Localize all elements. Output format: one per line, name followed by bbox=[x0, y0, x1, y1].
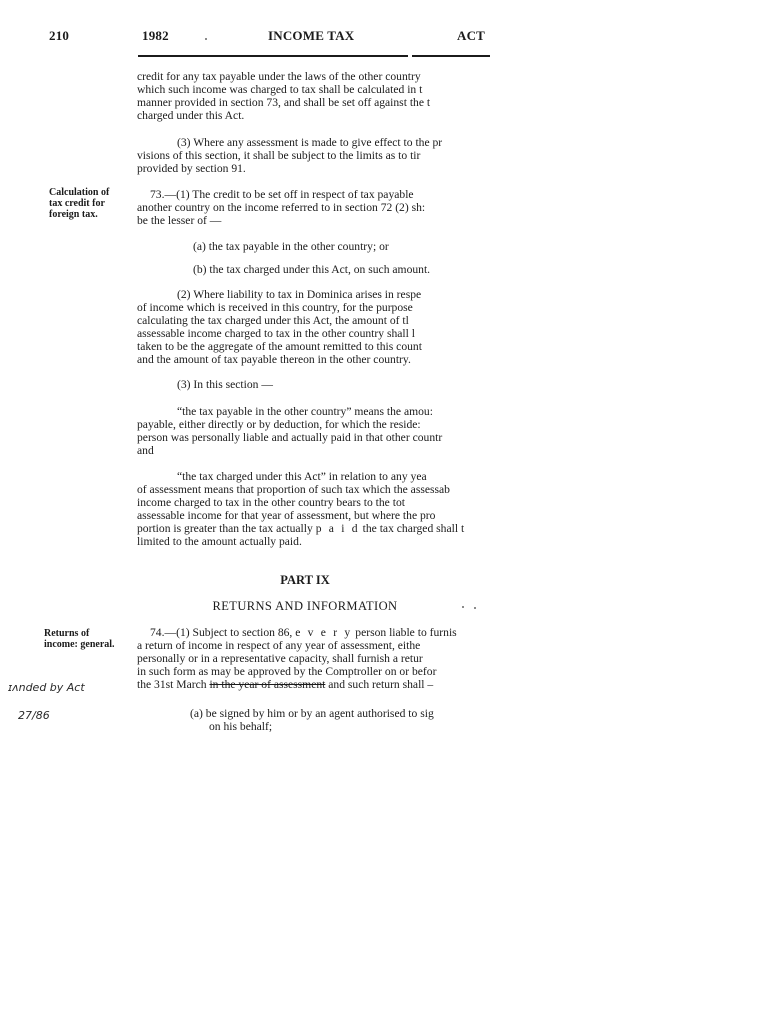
text-fragment: portion is greater than the tax actually bbox=[137, 522, 313, 535]
definition-line: “the tax charged under this Act” in relation to any yea bbox=[177, 470, 427, 483]
scan-speck bbox=[474, 607, 476, 609]
list-item: (a) the tax payable in the other country; or bbox=[193, 240, 389, 253]
text-line: (3) Where any assessment is made to give effect to the pr bbox=[177, 136, 443, 149]
text-line: provided by section 91. bbox=[137, 162, 246, 175]
text-line: a return of income in respect of any year of assessment, eithe bbox=[137, 639, 421, 652]
text-line: payable, either directly or by deduction, for which the reside: bbox=[137, 418, 421, 431]
header-rule-right bbox=[412, 55, 490, 57]
part-title: PART IX bbox=[280, 573, 330, 587]
struck-text: in the year of assessment bbox=[209, 678, 326, 691]
text-line: taken to be the aggregate of the amount remitted to this count bbox=[137, 340, 422, 353]
text-line: on his behalf; bbox=[209, 720, 273, 733]
list-item: (a) be signed by him or by an agent authorised to sig bbox=[190, 707, 434, 720]
text-line: manner provided in section 73, and shall be set off against the t bbox=[137, 96, 431, 109]
text-line: person was personally liable and actually paid in that other countr bbox=[137, 431, 443, 444]
text-line: assessable income for that year of assessment, but where the pro bbox=[137, 509, 436, 522]
text-line: be the lesser of — bbox=[137, 214, 222, 227]
scan-speck bbox=[462, 606, 464, 608]
text-line: which such income was charged to tax shall be calculated in t bbox=[137, 83, 423, 96]
text-line: and the amount of tax payable thereon in the other country. bbox=[137, 353, 411, 366]
header-year: 1982 bbox=[142, 28, 169, 43]
text-fragment: and such return shall – bbox=[325, 678, 434, 691]
section-74-heading bbox=[150, 627, 457, 639]
margin-note-s74: Returns of bbox=[44, 628, 90, 639]
text-line: income charged to tax in the other country bears to the tot bbox=[137, 496, 405, 509]
text-line: of income which is received in this country, for the purpose bbox=[137, 301, 413, 314]
text-line bbox=[137, 679, 433, 691]
spaced-word: e v e r y bbox=[295, 626, 353, 639]
header-rule-left bbox=[138, 55, 408, 57]
text-line: calculating the tax charged under this Act, the amount of tl bbox=[137, 314, 409, 327]
text-line: charged under this Act. bbox=[137, 109, 245, 122]
margin-note-s74: income: general. bbox=[44, 639, 115, 650]
text-line: (3) In this section — bbox=[177, 378, 273, 391]
text-line: assessable income charged to tax in the other country shall l bbox=[137, 327, 415, 340]
margin-note-s73: foreign tax. bbox=[49, 209, 98, 220]
text-line bbox=[137, 523, 464, 535]
text-line: credit for any tax payable under the laws of the other country bbox=[137, 70, 421, 83]
text-line: in such form as may be approved by the Comptroller on or befor bbox=[137, 665, 437, 678]
handwritten-amendment-note: ɪʌnded by Act bbox=[8, 681, 85, 694]
part-subtitle: RETURNS AND INFORMATION bbox=[212, 599, 398, 613]
text-line: of assessment means that proportion of such tax which the assessab bbox=[137, 483, 450, 496]
text-line: limited to the amount actually paid. bbox=[137, 535, 302, 548]
handwritten-amendment-number: 27/86 bbox=[18, 709, 50, 722]
text-fragment: the tax charged shall t bbox=[359, 522, 465, 535]
spaced-word: p a i d bbox=[315, 522, 360, 535]
text-fragment: 74.—(1) Subject to section 86, bbox=[150, 626, 293, 639]
text-line: personally or in a representative capacity, shall furnish a retur bbox=[137, 652, 423, 665]
header-title: INCOME TAX bbox=[268, 28, 355, 43]
text-line: visions of this section, it shall be subject to the limits as to tir bbox=[137, 149, 421, 162]
text-line: (2) Where liability to tax in Dominica arises in respe bbox=[177, 288, 422, 301]
scan-speck bbox=[205, 38, 207, 40]
margin-note-s73: tax credit for bbox=[49, 198, 105, 209]
list-item: (b) the tax charged under this Act, on such amount. bbox=[193, 263, 431, 276]
margin-note-s73: Calculation of bbox=[49, 187, 110, 198]
header-act: ACT bbox=[457, 28, 486, 43]
text-line: and bbox=[137, 444, 154, 457]
definition-line: “the tax payable in the other country” means the amou: bbox=[177, 405, 433, 418]
text-line: another country on the income referred to in section 72 (2) sh: bbox=[137, 201, 426, 214]
text-fragment: person liable to furnis bbox=[352, 626, 457, 639]
page-number: 210 bbox=[49, 28, 70, 43]
text-fragment: the 31st March bbox=[137, 678, 207, 691]
section-73-heading: 73.—(1) The credit to be set off in respect of tax payable bbox=[150, 188, 414, 201]
